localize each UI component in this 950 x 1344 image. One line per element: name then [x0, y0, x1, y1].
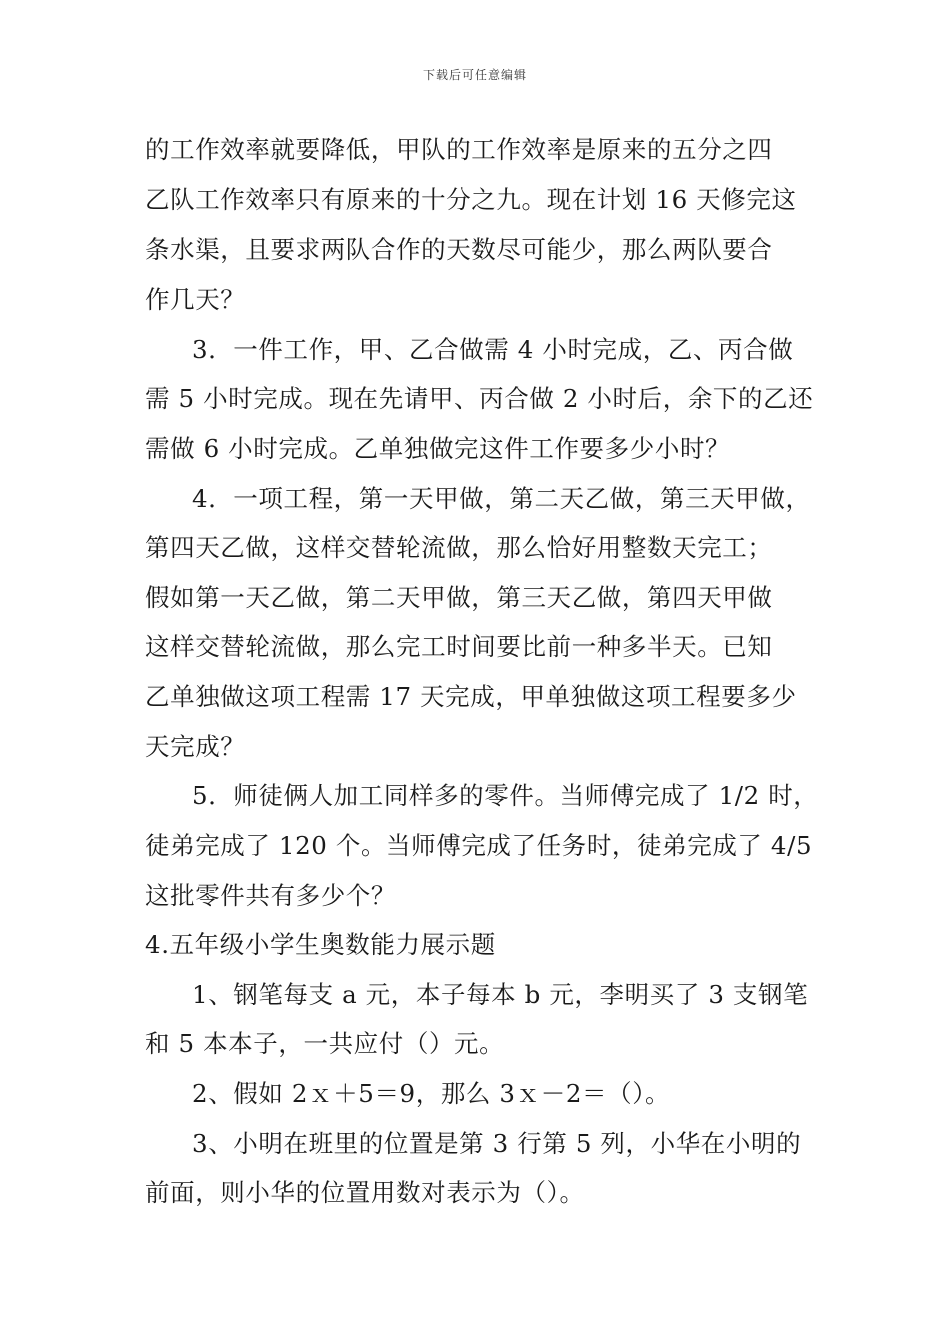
section-heading: 4.五年级小学生奥数能力展示题: [145, 930, 496, 959]
text-line: 的工作效率就要降低，甲队的工作效率是原来的五分之四: [145, 135, 773, 164]
text-line: 前面，则小华的位置用数对表示为（）。: [145, 1178, 585, 1207]
question-4-line: 4．一项工程，第一天甲做，第二天乙做，第三天甲做，: [192, 484, 811, 513]
exercise-3-line: 3、小明在班里的位置是第 3 行第 5 列，小华在小明的: [192, 1129, 802, 1158]
text-line: 假如第一天乙做，第二天甲做，第三天乙做，第四天甲做: [145, 583, 773, 612]
text-line: 天完成？: [145, 732, 246, 761]
text-line: 需做 6 小时完成。乙单独做完这件工作要多少小时？: [145, 434, 731, 463]
text-line: 乙单独做这项工程需 17 天完成，甲单独做这项工程要多少: [145, 682, 797, 711]
text-line: 需 5 小时完成。现在先请甲、丙合做 2 小时后，余下的乙还: [145, 384, 814, 413]
page-header: 下载后可任意编辑: [422, 68, 527, 82]
exercise-1-line: 1、钢笔每支 a 元，本子每本 b 元，李明买了 3 支钢笔: [192, 980, 809, 1009]
question-3-line: 3．一件工作，甲、乙合做需 4 小时完成，乙、丙合做: [192, 335, 794, 364]
text-line: 作几天？: [145, 285, 246, 314]
text-line: 条水渠，且要求两队合作的天数尽可能少，那么两队要合: [145, 235, 773, 264]
text-line: 这样交替轮流做，那么完工时间要比前一种多半天。已知: [145, 632, 773, 661]
question-5-line: 5．师徒俩人加工同样多的零件。当师傅完成了 1/2 时，: [192, 781, 819, 810]
text-line: 第四天乙做，这样交替轮流做，那么恰好用整数天完工；: [145, 533, 773, 562]
text-line: 这批零件共有多少个？: [145, 881, 396, 910]
text-line: 乙队工作效率只有原来的十分之九。现在计划 16 天修完这: [145, 185, 797, 214]
text-line: 徒弟完成了 120 个。当师傅完成了任务时，徒弟完成了 4/5: [145, 831, 813, 860]
text-line: 和 5 本本子，一共应付（）元。: [145, 1029, 505, 1058]
exercise-2-line: 2、假如 2ｘ＋5＝9，那么 3ｘ－2＝（）。: [192, 1079, 671, 1108]
